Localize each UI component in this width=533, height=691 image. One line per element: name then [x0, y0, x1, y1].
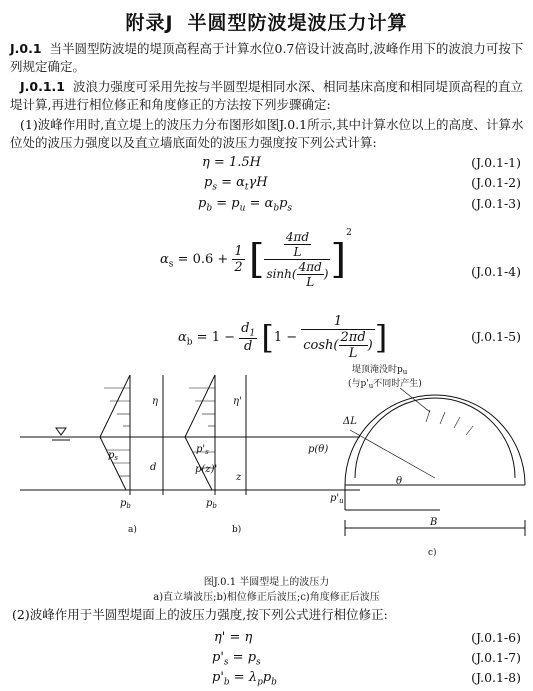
figure-caption: 图J.0.1 半圆型堤上的波压力 — [203, 577, 330, 588]
semicircle-inner — [355, 398, 515, 478]
panel-a-label: a) — [128, 525, 137, 535]
equation-4-label: (J.0.1-4) — [471, 264, 521, 279]
panel-c-label: c) — [428, 548, 437, 558]
equation-5: $\alpha_b = 1$ − $\frac{d_1}{d}$ [1 − 1 cosh( $\frac{2\pi d}{L}$ ) ] — [178, 314, 388, 361]
clause-j-0-1-1 — [10, 78, 524, 114]
clause-number: J.0.1 — [10, 41, 42, 56]
figure-j-0-1 — [0, 360, 533, 570]
label-ps-a: $p_s$ — [108, 450, 118, 462]
equation-3-label: (J.0.1-3) — [471, 196, 521, 211]
figure-subcaption: a)直立墙波压;b)相位修正后波压;c)角度修正后波压 — [153, 592, 380, 603]
equation-6-label: (J.0.1-6) — [471, 630, 521, 645]
subclause-number: J.0.1.1 — [20, 79, 65, 94]
appendix-title — [0, 8, 533, 35]
step-1: (1)波峰作用时,直立堤上的波压力分布图形如图J.0.1所示,其中计算水位以上的高度、计算水位处的波压力强度以及直立墙底面处的波压力强度按下列公式计算: — [10, 117, 524, 150]
callout-line-1: 堤顶淹没时$p_u$ — [352, 365, 408, 376]
panel-a-top-slope — [100, 375, 130, 437]
label-ps-prime: $p'_s$ — [196, 444, 209, 456]
appendix-code: 附录J — [125, 12, 174, 34]
equation-8: $p'_b = \lambda_pp_b$ — [212, 670, 277, 688]
theta-ray — [350, 430, 435, 478]
equation-4: $\alpha_s = 0.6$ + $\frac{1}{2}$ [ $\frac{4\pi d}{L}$ sinh( $\frac{4\pi d}{L}$ ) ]$^2$ — [160, 228, 352, 289]
clause-j-0-1 — [10, 40, 524, 76]
label-eta-prime: η' — [233, 396, 242, 407]
label-ptheta: p(θ) — [308, 444, 329, 455]
equation-2: $p_s = \alpha_t\gamma H$ — [204, 175, 268, 193]
appendix-heading: 半圆型防波堤波压力计算 — [187, 12, 408, 34]
equation-2-label: (J.0.1-2) — [471, 175, 521, 190]
label-delta-l: ΔL — [343, 416, 357, 427]
label-pb-a: $p_b$ — [120, 498, 131, 510]
label-z: z — [236, 472, 242, 483]
label-theta: θ — [396, 476, 403, 487]
panel-b-label: b) — [232, 525, 242, 535]
equation-8-label: (J.0.1-8) — [471, 670, 521, 685]
water-level-icon — [56, 428, 66, 435]
equation-5-label: (J.0.1-5) — [471, 329, 521, 344]
semicircle-outer — [345, 395, 525, 485]
equation-1: η = 1.5H — [202, 155, 261, 170]
equation-7: $p'_s = p_s$ — [212, 650, 261, 668]
clause-text: 当半圆型防波堤的堤顶高程高于计算水位0.7倍设计波高时,波峰作用下的波浪力可按下列规定确定。 — [10, 41, 524, 74]
step-2: (2)波峰作用于半圆型堤面上的波压力强度,按下列公式进行相位修正: — [12, 607, 388, 622]
equation-3: $p_b = p_u = \alpha_bp_s$ — [198, 196, 293, 214]
label-d: d — [150, 462, 157, 473]
panel-b-top-slope — [185, 375, 215, 437]
equation-1-label: (J.0.1-1) — [471, 155, 521, 170]
label-eta: η — [152, 396, 158, 407]
label-pb-b: $p_b$ — [206, 498, 217, 510]
callout-line-2: (与$p'_u$不同时产生) — [348, 379, 422, 390]
subclause-text: 波浪力强度可采用先按与半圆型堤相同水深、相同基床高度和相同堤顶高程的直立堤计算,再进行相位修正和角度修正的方法按下列步骤确定: — [10, 79, 523, 112]
label-pu-prime: $p'_u$ — [330, 493, 344, 505]
equation-7-label: (J.0.1-7) — [471, 650, 521, 665]
panel-a-bottom-slope — [100, 437, 126, 490]
label-b: B — [430, 517, 438, 528]
equation-6: η' = η — [214, 630, 253, 645]
label-pz: p(z)' — [195, 464, 218, 475]
